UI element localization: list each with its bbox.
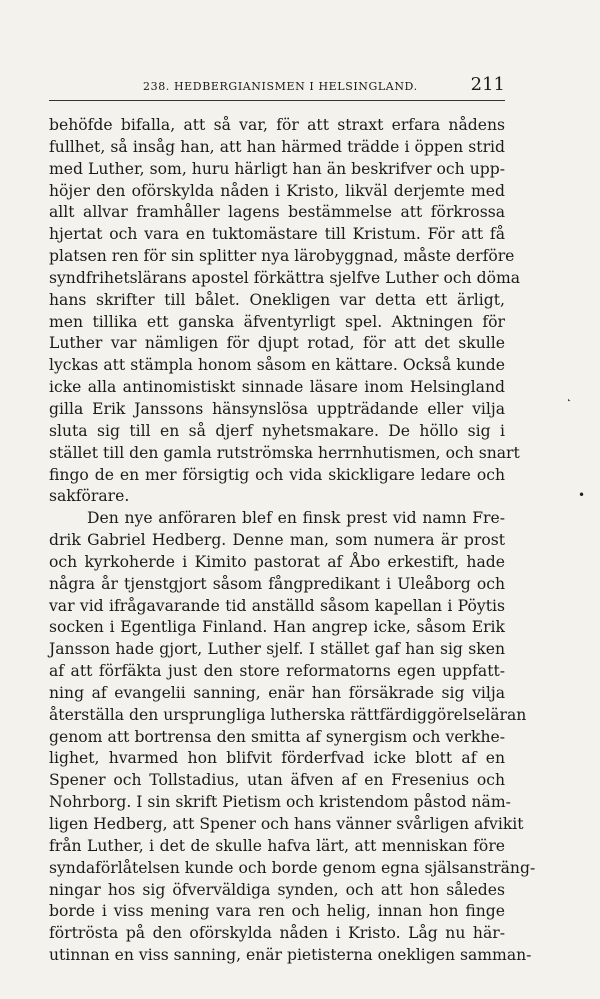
body-text <box>49 115 536 967</box>
text-line: gilla Erik Janssons hänsynslösa uppträdande eller vilja <box>49 399 505 418</box>
paragraph-end-line: sakförare. <box>49 487 130 506</box>
page-number: 211 <box>470 74 505 95</box>
text-line: af att förfäkta just den store reformatorns egen uppfatt- <box>49 662 505 681</box>
text-line: Jansson hade gjort, Luther sjelf. I stället gaf han sig sken <box>49 640 505 659</box>
text-line: hans skrifter till bålet. Onekligen var detta ett ärligt, <box>49 290 505 309</box>
text-line: lyckas att stämpla honom såsom en kättare. Också kunde <box>49 356 505 375</box>
text-line: socken i Egentliga Finland. Han angrep icke, såsom Erik <box>49 618 505 637</box>
text-line: ningar hos sig öfverväldiga synden, och att hon således <box>49 880 505 899</box>
text-line: hjertat och vara en tuktomästare till Kristum. För att få <box>49 225 505 244</box>
text-line: lighet, hvarmed hon blifvit förderfvad icke blott af en <box>49 749 505 768</box>
text-line: med Luther, som, huru härligt han än beskrifver och upp- <box>49 159 505 178</box>
text-line: sluta sig till en så djerf nyhetsmakare. De höllo sig i <box>49 421 505 440</box>
header-rule <box>49 100 505 101</box>
text-line: syndfrihetslärans apostel förkättra sjelfve Luther och döma <box>49 268 521 287</box>
text-line: utinnan en viss sanning, enär pietisterna onekligen samman- <box>49 946 532 965</box>
page-header <box>49 74 505 96</box>
text-line: borde i viss mening vara ren och helig, innan hon finge <box>49 902 505 921</box>
text-line: och kyrkoherde i Kimito pastorat af Åbo erkestift, hade <box>49 552 505 571</box>
text-line: icke alla antinomistiskt sinnade läsare inom Helsingland <box>49 378 505 397</box>
text-line: några år tjenstgjort såsom fångpredikant i Uleåborg och <box>49 574 505 593</box>
text-line: ligen Hedberg, att Spener och hans vänner svårligen afvikit <box>49 815 524 833</box>
paragraph-start-line: Den nye anföraren blef en finsk prest vid namn Fre- <box>87 509 505 528</box>
text-line: återställa den ursprungliga lutherska rättfärdiggörelseläran <box>49 705 527 724</box>
text-line: men tillika ett ganska äfventyrligt spel. Aktningen för <box>49 312 505 331</box>
text-line: genom att bortrensa den smitta af synergism och verkhe- <box>49 727 505 746</box>
text-line: fingo de en mer försigtig och vida skickligare ledare och <box>49 465 505 484</box>
text-line: från Luther, i det de skulle hafva lärt, att menniskan före <box>49 836 505 855</box>
text-line: förtrösta på den oförskylda nåden i Kristo. Låg nu här- <box>49 924 505 943</box>
text-line: var vid ifrågavarande tid anställd såsom kapellan i Pöytis <box>49 596 505 615</box>
text-line: allt allvar framhåller lagens bestämmelse att förkrossa <box>49 203 505 222</box>
stray-mark: ˛ <box>566 388 572 402</box>
text-line: drik Gabriel Hedberg. Denne man, som numera är prost <box>49 531 505 550</box>
text-line: Nohrborg. I sin skrift Pietism och kristendom påstod näm- <box>49 793 511 812</box>
text-line: Luther var nämligen för djupt rotad, för att det skulle <box>49 334 505 353</box>
text-line: ning af evangelii sanning, enär han försäkrade sig vilja <box>49 683 505 702</box>
text-line: syndaförlåtelsen kunde och borde genom egna själsansträng- <box>49 858 536 877</box>
text-line: höjer den oförskylda nåden i Kristo, likväl derjemte med <box>49 181 505 200</box>
stray-mark: • <box>578 488 586 502</box>
text-line: behöfde bifalla, att så var, för att straxt erfara nådens <box>49 116 505 134</box>
text-line: platsen ren för sin splitter nya lärobyggnad, måste derföre <box>49 247 515 266</box>
running-title: 238. HEDBERGIANISMEN I HELSINGLAND. <box>143 80 418 93</box>
text-line: Spener och Tollstadius, utan äfven af en Fresenius och <box>49 771 505 790</box>
text-line: fullhet, så insåg han, att han härmed trädde i öppen strid <box>49 137 505 156</box>
text-line: stället till den gamla rutströmska herrnhutismen, och snart <box>49 443 520 462</box>
